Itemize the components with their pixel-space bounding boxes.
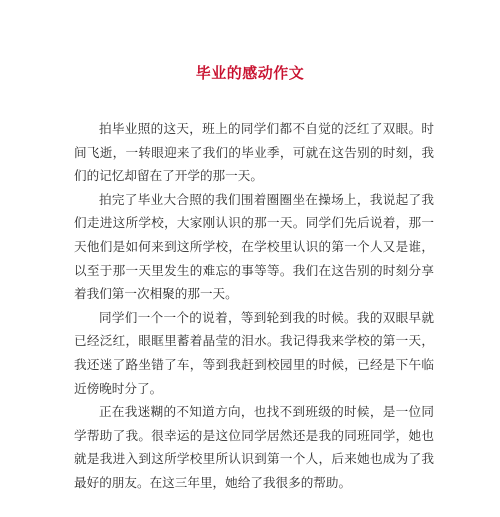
paragraph-4: 正在我迷糊的不知道方向，也找不到班级的时候，是一位同学帮助了我。很幸运的是这位同学居然还是我的同班同学，她也就是我进入到这所学校里所认识到第一个人，后来她也成为了我最好的朋友。在这三年里，她给了我很多的帮助。 bbox=[74, 404, 434, 490]
article-body bbox=[74, 117, 434, 495]
paragraph-3: 同学们一个一个的说着，等到轮到我的时候。我的双眼早就已经泛红，眼眶里蓄着晶莹的泪水。我记得我来学校的第一天，我还迷了路坐错了车，等到我赶到校园里的时候，已经是下午临近傍晚时分了。 bbox=[74, 309, 434, 396]
article-title: 毕业的感动作文 bbox=[195, 64, 305, 82]
paragraph-2: 拍完了毕业大合照的我们围着圈圈坐在操场上，我说起了我们走进这所学校，大家刚认识的那一天。同学们先后说着，那一天他们是如何来到这所学校，在学校里认识的第一个人又是谁，以至于那一天里发生的难忘的事等等。我们在这告别的时刻分享着我们第一次相聚的那一天。 bbox=[74, 191, 434, 302]
paragraph-1: 拍毕业照的这天，班上的同学们都不自觉的泛红了双眼。时间飞逝，一转眼迎来了我们的毕业季，可就在这告别的时刻，我们的记忆却留在了开学的那一天。 bbox=[74, 121, 434, 184]
